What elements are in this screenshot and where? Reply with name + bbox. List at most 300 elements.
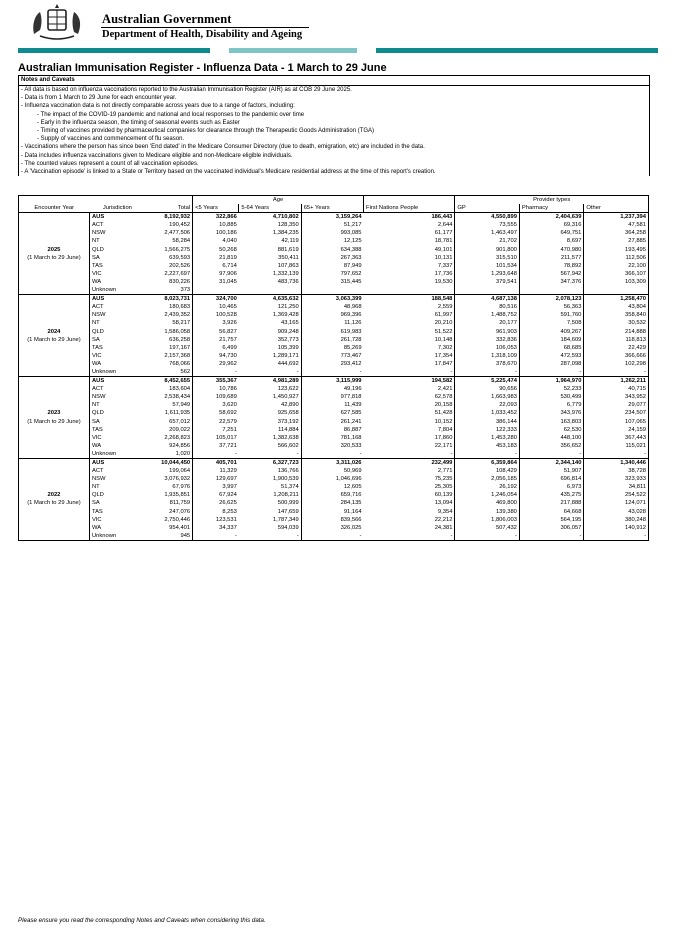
table-row bbox=[19, 450, 649, 459]
value-cell: 17,847 bbox=[364, 360, 455, 368]
value-cell: 10,148 bbox=[364, 336, 455, 344]
value-cell: 60,139 bbox=[364, 491, 455, 499]
header-divider bbox=[101, 27, 309, 28]
table-row bbox=[19, 270, 649, 278]
value-cell: 530,499 bbox=[560, 394, 582, 401]
jurisdiction-cell: NSW bbox=[89, 229, 145, 237]
value-cell: 25,305 bbox=[364, 483, 455, 491]
value-cell: 10,465 bbox=[219, 304, 237, 311]
table-row bbox=[19, 254, 649, 262]
value-cell: 123,622 bbox=[277, 386, 299, 393]
value-cell: 91,164 bbox=[301, 508, 363, 516]
value-cell: - bbox=[455, 368, 520, 377]
value-cell: 811,759 bbox=[145, 499, 192, 507]
value-cell: - bbox=[234, 450, 237, 457]
value-cell: 1,289,171 bbox=[272, 352, 299, 359]
value-cell: 378,670 bbox=[455, 360, 520, 368]
value-cell: 43,028 bbox=[584, 508, 649, 516]
value-cell: 2,056,185 bbox=[455, 475, 520, 483]
value-cell: 352,773 bbox=[277, 336, 299, 343]
col-total: Total bbox=[145, 204, 192, 213]
year-cell bbox=[19, 524, 90, 532]
table-row bbox=[19, 475, 649, 483]
value-cell: 11,126 bbox=[301, 319, 363, 327]
jurisdiction-cell: SA bbox=[89, 418, 145, 426]
value-cell: - bbox=[364, 450, 455, 459]
value-cell: - bbox=[296, 450, 299, 457]
note-line: - A 'Vaccination episode' is linked to a State or Territory based on the vaccinated individual's Medicare residential address at the time of this report's creation. bbox=[21, 168, 436, 175]
value-cell: 332,836 bbox=[455, 336, 520, 344]
value-cell: 62,530 bbox=[563, 426, 582, 433]
year-cell bbox=[19, 532, 90, 541]
value-cell: 1,262,211 bbox=[584, 377, 649, 386]
page-title: Australian Immunisation Register - Influenza Data - 1 March to 29 June bbox=[18, 62, 387, 74]
value-cell: 86,887 bbox=[301, 426, 363, 434]
value-cell: 107,065 bbox=[584, 418, 649, 426]
value-cell: 7,804 bbox=[364, 426, 455, 434]
value-cell: 1,384,235 bbox=[272, 230, 299, 237]
value-cell: 1,208,211 bbox=[273, 492, 299, 499]
value-cell: 1,033,452 bbox=[455, 409, 520, 417]
value-cell: 6,359,864 bbox=[455, 459, 520, 468]
footer-note: Please ensure you read the corresponding Notes and Caveats when considering this data. bbox=[18, 917, 266, 924]
value-cell: 773,467 bbox=[301, 352, 363, 360]
value-cell: 267,363 bbox=[301, 254, 363, 262]
year-cell bbox=[19, 221, 90, 229]
value-cell: 1,566,275 bbox=[145, 246, 192, 254]
value-cell: 1,787,349 bbox=[272, 516, 299, 523]
value-cell: 183,604 bbox=[145, 385, 192, 393]
value-cell: 121,250 bbox=[277, 304, 299, 311]
value-cell: 217,888 bbox=[560, 500, 582, 507]
year-cell bbox=[19, 516, 90, 524]
jurisdiction-cell: Unknown bbox=[89, 368, 145, 377]
value-cell: 188,548 bbox=[364, 295, 455, 304]
value-cell: 11,439 bbox=[301, 401, 363, 409]
value-cell: 448,100 bbox=[560, 434, 582, 441]
value-cell: 380,248 bbox=[584, 516, 649, 524]
notes-list bbox=[19, 86, 649, 176]
value-cell: 103,309 bbox=[584, 278, 649, 286]
value-cell: 8,452,655 bbox=[145, 377, 192, 386]
value-cell: 2,344,140 bbox=[519, 459, 584, 468]
value-cell: 57,949 bbox=[145, 401, 192, 409]
value-cell: 6,973 bbox=[566, 484, 582, 491]
table-row bbox=[19, 286, 649, 295]
col-65plus: 65+ Years bbox=[301, 204, 363, 213]
table-row bbox=[19, 303, 649, 311]
value-cell: 293,412 bbox=[301, 360, 363, 368]
encounter-year: 2024 bbox=[19, 328, 90, 336]
value-cell: 69,316 bbox=[563, 222, 582, 229]
value-cell: 634,388 bbox=[301, 246, 363, 254]
value-cell: 51,217 bbox=[301, 221, 363, 229]
jurisdiction-cell: Unknown bbox=[89, 286, 145, 295]
value-cell: 19,530 bbox=[364, 278, 455, 286]
value-cell: 61,177 bbox=[364, 229, 455, 237]
value-cell: 106,053 bbox=[455, 344, 520, 352]
table-row bbox=[19, 418, 649, 426]
jurisdiction-cell: ACT bbox=[89, 385, 145, 393]
value-cell: 3,926 bbox=[222, 320, 237, 327]
value-cell: 356,652 bbox=[560, 442, 582, 449]
value-cell: 7,508 bbox=[566, 320, 582, 327]
value-cell: 50,268 bbox=[219, 246, 237, 253]
value-cell: 30,532 bbox=[584, 319, 649, 327]
value-cell: 1,046,696 bbox=[301, 475, 363, 483]
value-cell: 5,225,474 bbox=[455, 377, 520, 386]
value-cell: - bbox=[234, 368, 237, 375]
table-row bbox=[19, 467, 649, 475]
value-cell: 58,284 bbox=[145, 237, 192, 245]
jurisdiction-cell: Unknown bbox=[89, 450, 145, 459]
table-row bbox=[19, 516, 649, 524]
gov-name: Australian Government bbox=[102, 12, 232, 26]
value-cell: 969,396 bbox=[301, 311, 363, 319]
value-cell: 194,582 bbox=[364, 377, 455, 386]
year-cell bbox=[19, 393, 90, 401]
value-cell: 2,078,123 bbox=[519, 295, 584, 304]
value-cell: 11,329 bbox=[219, 468, 237, 475]
value-cell: 22,429 bbox=[584, 344, 649, 352]
table-row bbox=[19, 434, 649, 442]
value-cell: 4,981,289 bbox=[239, 377, 301, 386]
year-cell bbox=[19, 377, 90, 386]
value-cell: 43,804 bbox=[584, 303, 649, 311]
value-cell: 373,192 bbox=[277, 418, 299, 425]
value-cell bbox=[519, 286, 584, 295]
value-cell: 90,656 bbox=[455, 385, 520, 393]
value-cell: 1,488,752 bbox=[455, 311, 520, 319]
provider-group-header: Provider types bbox=[455, 196, 649, 205]
value-cell: 101,534 bbox=[455, 262, 520, 270]
jurisdiction-cell: QLD bbox=[89, 328, 145, 336]
value-cell: 4,710,802 bbox=[239, 213, 301, 222]
table-row bbox=[19, 459, 649, 468]
value-cell bbox=[364, 286, 455, 295]
jurisdiction-cell: NSW bbox=[89, 311, 145, 319]
year-cell bbox=[19, 303, 90, 311]
value-cell: 469,800 bbox=[455, 499, 520, 507]
value-cell: - bbox=[455, 450, 520, 459]
value-cell: 123,531 bbox=[215, 516, 237, 523]
table-row bbox=[19, 246, 649, 254]
year-cell bbox=[19, 344, 90, 352]
value-cell: 627,585 bbox=[301, 409, 363, 417]
value-cell: 100,528 bbox=[215, 312, 237, 319]
year-cell bbox=[19, 237, 90, 245]
value-cell: 42,119 bbox=[281, 238, 299, 245]
encounter-period: (1 March to 29 June) bbox=[19, 499, 90, 507]
table-row bbox=[19, 336, 649, 344]
value-cell: - bbox=[296, 368, 299, 375]
value-cell: 42,890 bbox=[280, 402, 299, 409]
value-cell: 128,350 bbox=[277, 222, 299, 229]
value-cell: 977,818 bbox=[301, 393, 363, 401]
value-cell: 21,819 bbox=[219, 254, 237, 261]
year-cell bbox=[19, 278, 90, 286]
jurisdiction-cell: NT bbox=[89, 401, 145, 409]
value-cell: 51,374 bbox=[280, 484, 299, 491]
value-cell: 75,235 bbox=[364, 475, 455, 483]
table-row bbox=[19, 491, 649, 499]
value-cell: 22,093 bbox=[455, 401, 520, 409]
jurisdiction-cell: TAS bbox=[89, 426, 145, 434]
value-cell: 405,701 bbox=[193, 459, 239, 468]
jurisdiction-cell: ACT bbox=[89, 221, 145, 229]
jurisdiction-cell: AUS bbox=[89, 213, 145, 222]
table-row bbox=[19, 360, 649, 368]
value-cell: 287,098 bbox=[560, 360, 582, 367]
value-cell: 105,399 bbox=[277, 344, 299, 351]
note-line: - Data is from 1 March to 29 June for each encounter year. bbox=[21, 95, 177, 102]
jurisdiction-cell: TAS bbox=[89, 508, 145, 516]
value-cell: 1,964,970 bbox=[519, 377, 584, 386]
value-cell: 10,885 bbox=[219, 222, 237, 229]
col-5-64: 5-64 Years bbox=[239, 204, 301, 213]
year-cell bbox=[19, 442, 90, 450]
value-cell: 85,269 bbox=[301, 344, 363, 352]
value-cell: 619,983 bbox=[301, 328, 363, 336]
note-line: - Early in the influenza season, the timing of seasonal events such as Easter bbox=[37, 119, 240, 126]
value-cell: 22,171 bbox=[364, 442, 455, 450]
encounter-year: 2022 bbox=[19, 491, 90, 499]
table-row bbox=[19, 237, 649, 245]
value-cell: 202,526 bbox=[145, 262, 192, 270]
value-cell: 94,730 bbox=[219, 352, 237, 359]
value-cell: 444,692 bbox=[277, 360, 299, 367]
year-cell bbox=[19, 360, 90, 368]
jurisdiction-cell: WA bbox=[89, 442, 145, 450]
value-cell: - bbox=[301, 368, 363, 377]
value-cell: 67,924 bbox=[219, 492, 237, 499]
value-cell: 4,040 bbox=[222, 238, 237, 245]
value-cell: 961,903 bbox=[455, 328, 520, 336]
value-cell: 78,892 bbox=[563, 262, 582, 269]
value-cell: - bbox=[239, 532, 301, 541]
value-cell: - bbox=[364, 368, 455, 377]
table-row bbox=[19, 319, 649, 327]
value-cell: 2,421 bbox=[364, 385, 455, 393]
value-cell: 38,728 bbox=[584, 467, 649, 475]
value-cell: 315,510 bbox=[455, 254, 520, 262]
col-other: Other bbox=[584, 204, 649, 213]
value-cell: 193,495 bbox=[584, 246, 649, 254]
year-cell bbox=[19, 385, 90, 393]
value-cell: 24,381 bbox=[364, 524, 455, 532]
value-cell: 3,076,932 bbox=[145, 475, 192, 483]
value-cell: 20,210 bbox=[364, 319, 455, 327]
col-pharmacy: Pharmacy bbox=[519, 204, 584, 213]
value-cell: 470,980 bbox=[560, 246, 582, 253]
value-cell: 1,293,648 bbox=[455, 270, 520, 278]
note-line: - Influenza vaccination data is not directly comparable across years due to a range of factors, including: bbox=[21, 103, 295, 110]
note-line: - Supply of vaccines and commencement of flu season. bbox=[37, 136, 185, 143]
value-cell: 102,298 bbox=[584, 360, 649, 368]
value-cell: 12,125 bbox=[301, 237, 363, 245]
jurisdiction-cell: SA bbox=[89, 499, 145, 507]
value-cell: 3,115,999 bbox=[301, 377, 363, 386]
jurisdiction-cell: ACT bbox=[89, 303, 145, 311]
encounter-year: 2025 bbox=[19, 246, 90, 254]
value-cell: 284,135 bbox=[301, 499, 363, 507]
table-row bbox=[19, 311, 649, 319]
value-cell: 1,258,470 bbox=[584, 295, 649, 304]
col-first-nations: First Nations People bbox=[364, 204, 455, 213]
value-cell: 40,715 bbox=[584, 385, 649, 393]
value-cell: 7,337 bbox=[364, 262, 455, 270]
year-cell bbox=[19, 368, 90, 377]
value-cell: - bbox=[584, 532, 649, 541]
table-row bbox=[19, 409, 649, 417]
value-cell: 186,443 bbox=[364, 213, 455, 222]
value-cell: 37,721 bbox=[219, 442, 237, 449]
value-cell: 10,786 bbox=[219, 386, 237, 393]
col-encounter-year: Encounter Year bbox=[19, 204, 90, 213]
jurisdiction-cell: AUS bbox=[89, 459, 145, 468]
value-cell: 115,021 bbox=[584, 442, 649, 450]
value-cell: 315,445 bbox=[301, 278, 363, 286]
value-cell: 56,827 bbox=[219, 328, 237, 335]
value-cell: 109,689 bbox=[215, 394, 237, 401]
value-cell: 924,856 bbox=[145, 442, 192, 450]
value-cell: 50,969 bbox=[301, 467, 363, 475]
jurisdiction-cell: VIC bbox=[89, 270, 145, 278]
table-row bbox=[19, 328, 649, 336]
value-cell: 566,602 bbox=[277, 442, 299, 449]
value-cell: 118,813 bbox=[584, 336, 649, 344]
value-cell: 49,196 bbox=[301, 385, 363, 393]
jurisdiction-cell: WA bbox=[89, 360, 145, 368]
jurisdiction-cell: NSW bbox=[89, 393, 145, 401]
value-cell: 4,635,632 bbox=[239, 295, 301, 304]
value-cell: - bbox=[301, 532, 363, 541]
value-cell: 247,076 bbox=[145, 508, 192, 516]
value-cell: 100,186 bbox=[215, 230, 237, 237]
value-cell: 781,168 bbox=[301, 434, 363, 442]
value-cell: 52,233 bbox=[563, 386, 582, 393]
value-cell: - bbox=[455, 532, 520, 541]
table-row bbox=[19, 262, 649, 270]
value-cell: 367,443 bbox=[584, 434, 649, 442]
value-cell: 9,354 bbox=[364, 508, 455, 516]
value-cell: 261,241 bbox=[301, 418, 363, 426]
year-cell bbox=[19, 352, 90, 360]
value-cell: 48,968 bbox=[301, 303, 363, 311]
value-cell: - bbox=[579, 368, 582, 375]
value-cell: 129,697 bbox=[215, 476, 237, 483]
year-cell bbox=[19, 450, 90, 459]
value-cell: 147,659 bbox=[277, 508, 299, 515]
note-line: - The counted values represent a count of all vaccination episodes. bbox=[21, 160, 199, 167]
jurisdiction-cell: NT bbox=[89, 483, 145, 491]
value-cell: 343,952 bbox=[584, 393, 649, 401]
notes-box bbox=[18, 75, 650, 176]
value-cell: 386,144 bbox=[455, 418, 520, 426]
value-cell: 21,702 bbox=[455, 237, 520, 245]
value-cell: - bbox=[519, 532, 584, 541]
value-cell: 322,866 bbox=[193, 213, 239, 222]
value-cell bbox=[455, 286, 520, 295]
table-row bbox=[19, 229, 649, 237]
jurisdiction-cell: QLD bbox=[89, 409, 145, 417]
value-cell: 2,559 bbox=[364, 303, 455, 311]
value-cell: - bbox=[193, 532, 239, 541]
value-cell: - bbox=[584, 368, 649, 377]
value-cell: 1,237,394 bbox=[584, 213, 649, 222]
value-cell: 1,318,109 bbox=[455, 352, 520, 360]
value-cell: 594,039 bbox=[277, 524, 299, 531]
jurisdiction-cell: SA bbox=[89, 254, 145, 262]
value-cell: 636,258 bbox=[145, 336, 192, 344]
jurisdiction-cell: QLD bbox=[89, 246, 145, 254]
value-cell: 472,593 bbox=[560, 352, 582, 359]
value-cell: 1,453,280 bbox=[455, 434, 520, 442]
value-cell: 4,687,138 bbox=[455, 295, 520, 304]
value-cell: 366,666 bbox=[584, 352, 649, 360]
value-cell: 136,766 bbox=[277, 468, 299, 475]
value-cell: 10,152 bbox=[364, 418, 455, 426]
value-cell: 373 bbox=[145, 286, 192, 295]
note-line: - All data is based on influenza vaccinations reported to the Australian Immunisation Register (AIR) as at COB 29 June 2025. bbox=[21, 87, 352, 93]
value-cell: 29,962 bbox=[219, 360, 237, 367]
value-cell: 1,935,851 bbox=[145, 491, 192, 499]
value-cell bbox=[193, 286, 239, 295]
table-row bbox=[19, 442, 649, 450]
value-cell: 214,888 bbox=[584, 328, 649, 336]
value-cell: 3,063,399 bbox=[301, 295, 363, 304]
value-cell: 7,251 bbox=[222, 426, 237, 433]
value-cell: 105,017 bbox=[215, 434, 237, 441]
year-cell bbox=[19, 270, 90, 278]
value-cell: 34,337 bbox=[219, 524, 237, 531]
value-cell: 453,183 bbox=[455, 442, 520, 450]
value-cell: 324,700 bbox=[193, 295, 239, 304]
value-cell: 163,803 bbox=[560, 418, 582, 425]
value-cell: 112,506 bbox=[584, 254, 649, 262]
jurisdiction-cell: VIC bbox=[89, 516, 145, 524]
table-row bbox=[19, 508, 649, 516]
value-cell: 62,578 bbox=[364, 393, 455, 401]
year-cell bbox=[19, 475, 90, 483]
value-cell bbox=[239, 286, 301, 295]
value-cell: 507,432 bbox=[455, 524, 520, 532]
value-cell: 22,212 bbox=[364, 516, 455, 524]
value-cell: 17,860 bbox=[364, 434, 455, 442]
value-cell: 107,863 bbox=[277, 262, 299, 269]
table-row bbox=[19, 499, 649, 507]
value-cell: 122,333 bbox=[455, 426, 520, 434]
table-row bbox=[19, 393, 649, 401]
value-cell: 58,692 bbox=[219, 410, 237, 417]
value-cell: 1,611,935 bbox=[145, 409, 192, 417]
color-stripe bbox=[18, 48, 658, 53]
value-cell: 199,064 bbox=[145, 467, 192, 475]
table-row bbox=[19, 385, 649, 393]
value-cell: 124,071 bbox=[584, 499, 649, 507]
value-cell: 21,757 bbox=[219, 336, 237, 343]
note-line: - Vaccinations where the person has since been 'End dated' in the Medicare Consumer Directory (due to death, emigration, etc) are included in the data. bbox=[21, 144, 425, 151]
value-cell: 8,192,932 bbox=[145, 213, 192, 222]
data-table bbox=[18, 195, 649, 541]
encounter-year: 2023 bbox=[19, 409, 90, 417]
value-cell: 8,023,731 bbox=[145, 295, 192, 304]
notes-heading: Notes and Caveats bbox=[19, 76, 649, 86]
col-under5: <5 Years bbox=[193, 204, 239, 213]
value-cell: 2,227,697 bbox=[145, 270, 192, 278]
value-cell: 61,997 bbox=[364, 311, 455, 319]
value-cell: 797,652 bbox=[301, 270, 363, 278]
